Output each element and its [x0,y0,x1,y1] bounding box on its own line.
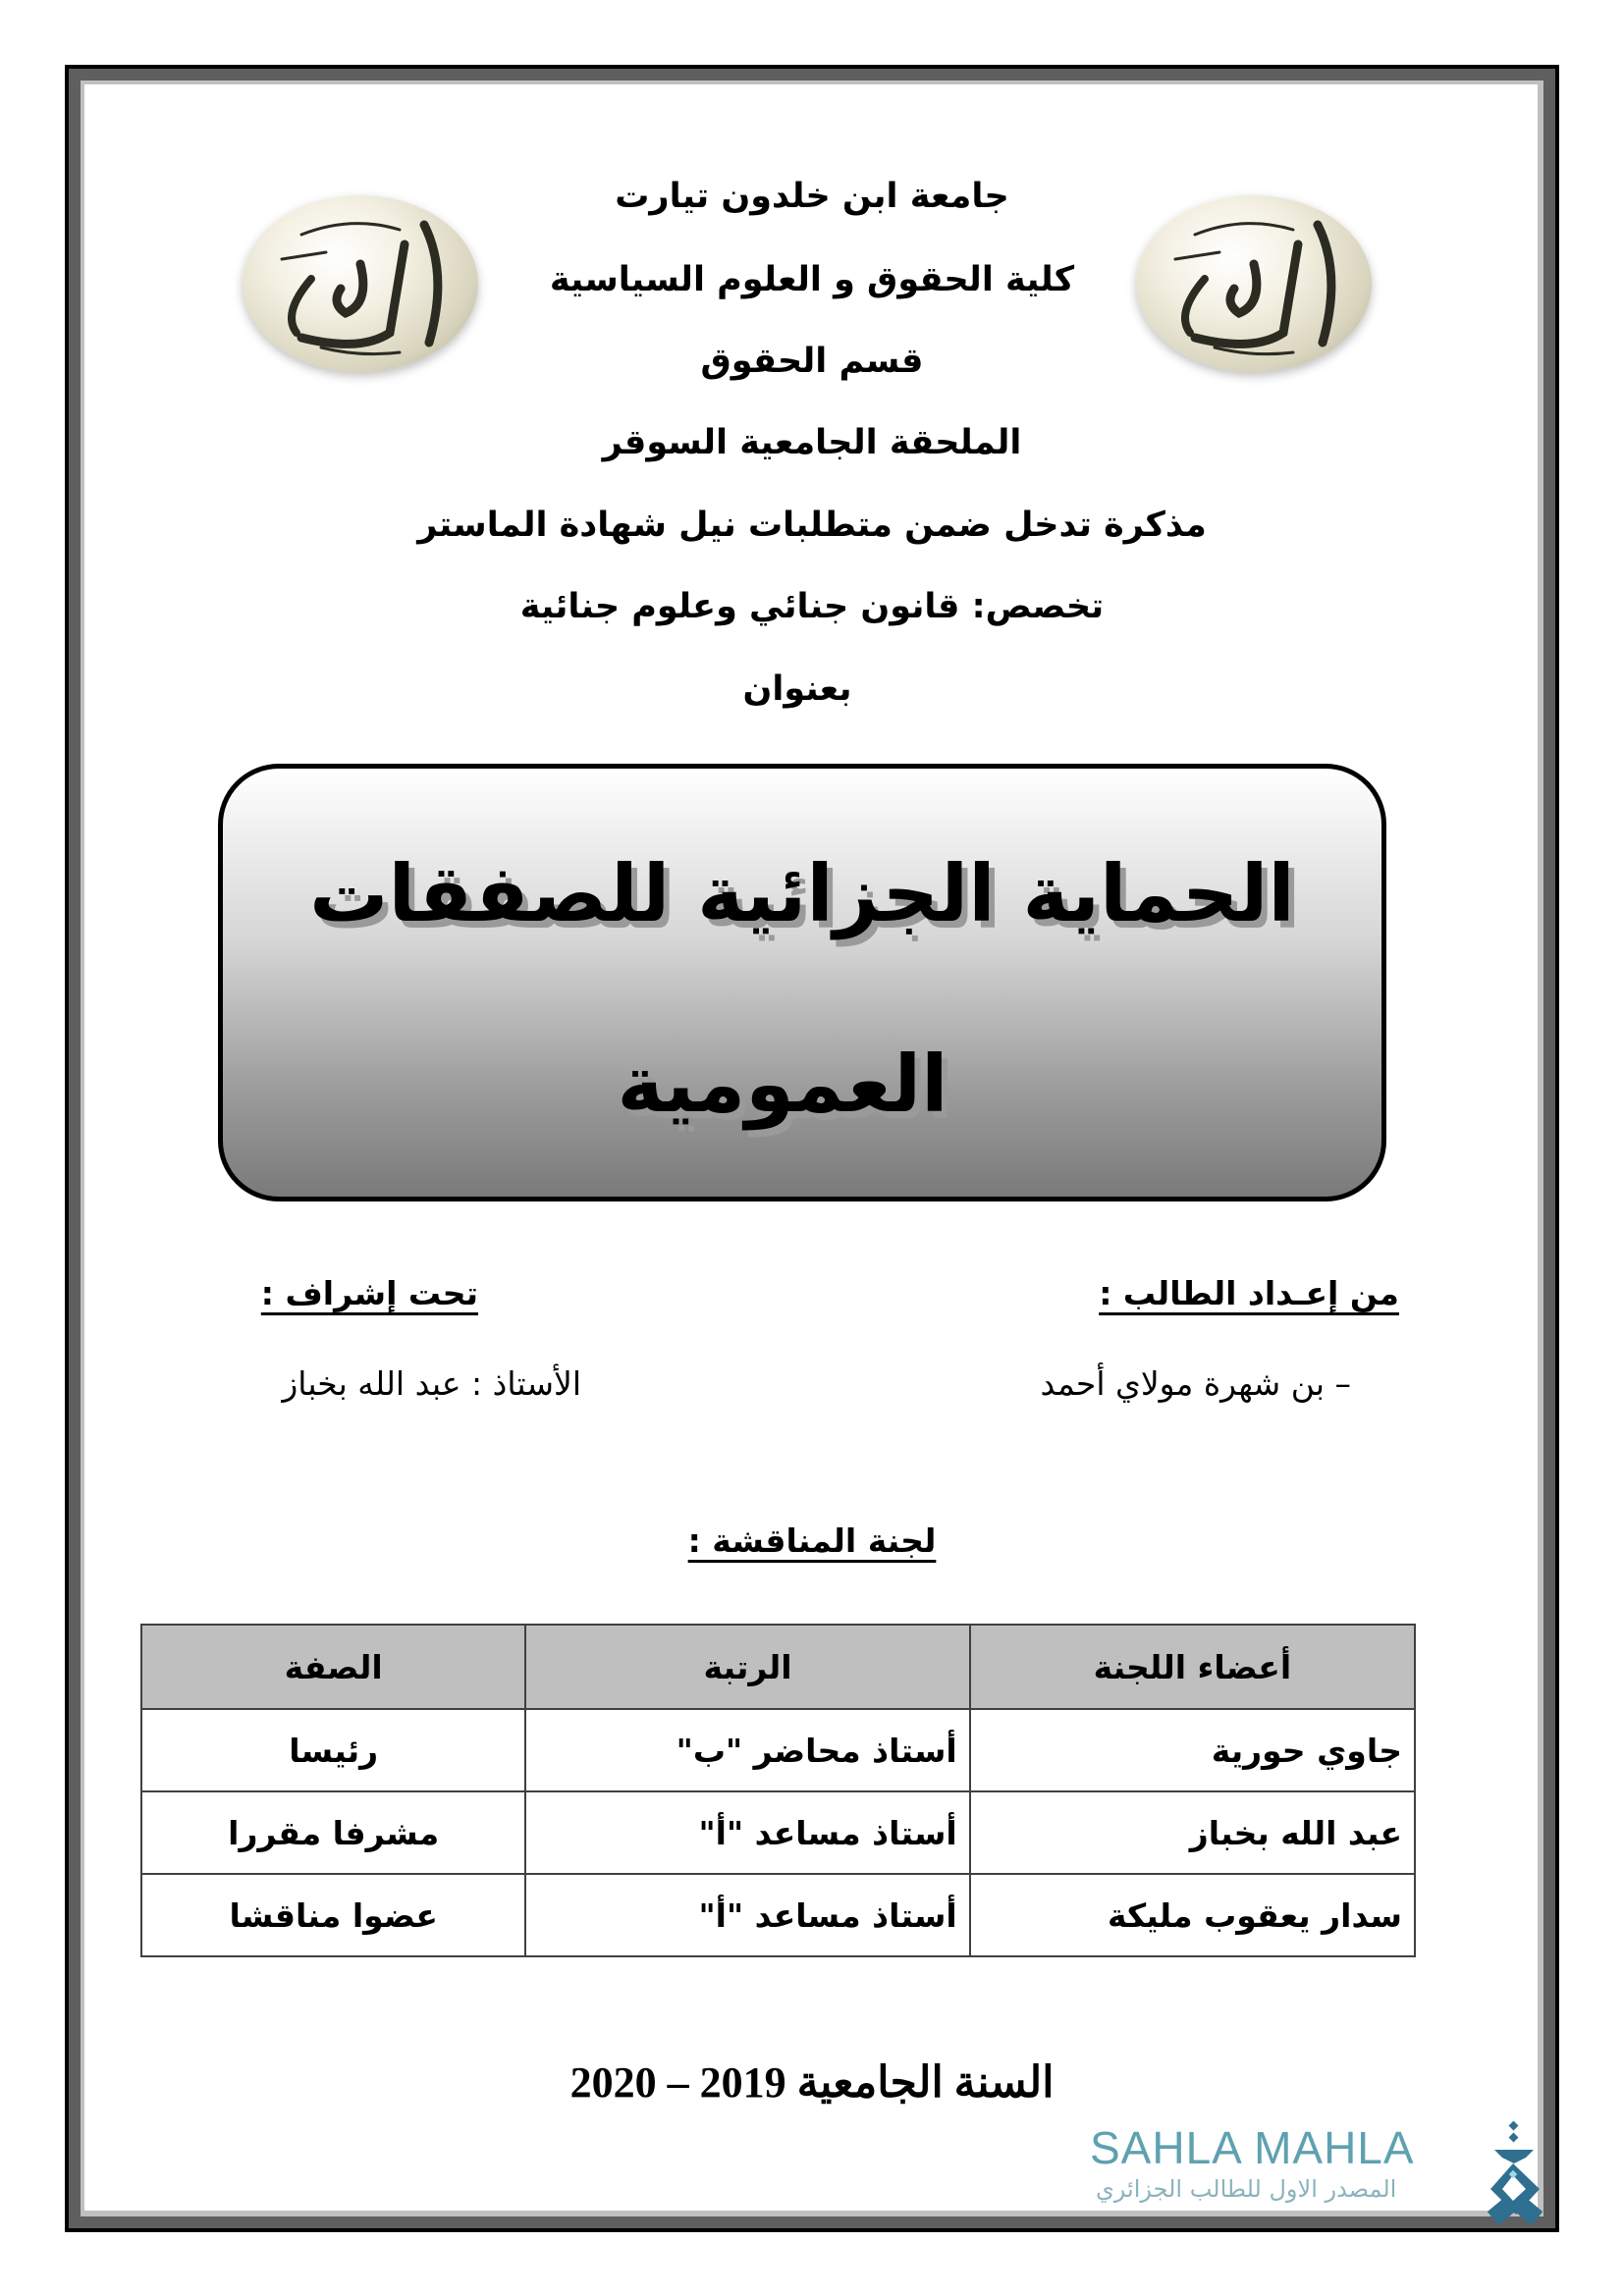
watermark-brand: SAHLA MAHLA [1090,2122,1415,2173]
faculty-name: كلية الحقوق و العلوم السياسية [549,260,1075,299]
member-rank: أستاذ مساعد "أ" [525,1874,969,1956]
watermark-tagline: المصدر الاول للطالب الجزائري [1096,2175,1397,2203]
academic-year: السنة الجامعية 2019 – 2020 [569,2058,1055,2107]
member-rank: أستاذ مساعد "أ" [525,1791,969,1874]
table-header-row [141,1625,1415,1709]
titled-label: بعنوان [742,669,852,709]
committee-table [140,1624,1416,1957]
column-header-rank: الرتبة [525,1625,969,1709]
member-name: عبد الله بخباز [970,1791,1415,1874]
thesis-type: مذكرة تدخل ضمن متطلبات نيل شهادة الماستر [417,506,1207,545]
supervisor-name: الأستاذ : عبد الله بخباز [282,1364,581,1403]
annex-name: الملحقة الجامعية السوقر [602,423,1022,462]
department-name: قسم الحقوق [700,342,924,381]
specialty: تخصص: قانون جنائي وعلوم جنائية [519,587,1105,626]
committee-label: لجنة المناقشة : [687,1522,937,1560]
student-name: – بن شهرة مولاي أحمد [1040,1364,1351,1403]
member-name: سدار يعقوب مليكة [970,1874,1415,1956]
table-row [141,1874,1415,1956]
thesis-title-line-1: الحماية الجزائية للصفقات [309,848,1295,939]
column-header-members: أعضاء اللجنة [970,1625,1415,1709]
member-role: عضوا مناقشا [141,1874,525,1956]
member-rank: أستاذ محاضر "ب" [525,1709,969,1791]
sahla-mahla-logo-icon [1483,2120,1545,2226]
thesis-title-box [218,764,1386,1201]
member-name: جاوي حورية [970,1709,1415,1791]
member-role: مشرفا مقررا [141,1791,525,1874]
supervision-label: تحت إشراف : [260,1274,478,1312]
column-header-role: الصفة [141,1625,525,1709]
prepared-by-label: من إعـداد الطالب : [1099,1274,1399,1312]
sahla-mahla-watermark [1090,2120,1542,2223]
table-row [141,1791,1415,1874]
thesis-title-line-2: العمومية [617,1039,948,1130]
table-row [141,1709,1415,1791]
member-role: رئيسا [141,1709,525,1791]
university-name: جامعة ابن خلدون تيارت [615,177,1009,216]
